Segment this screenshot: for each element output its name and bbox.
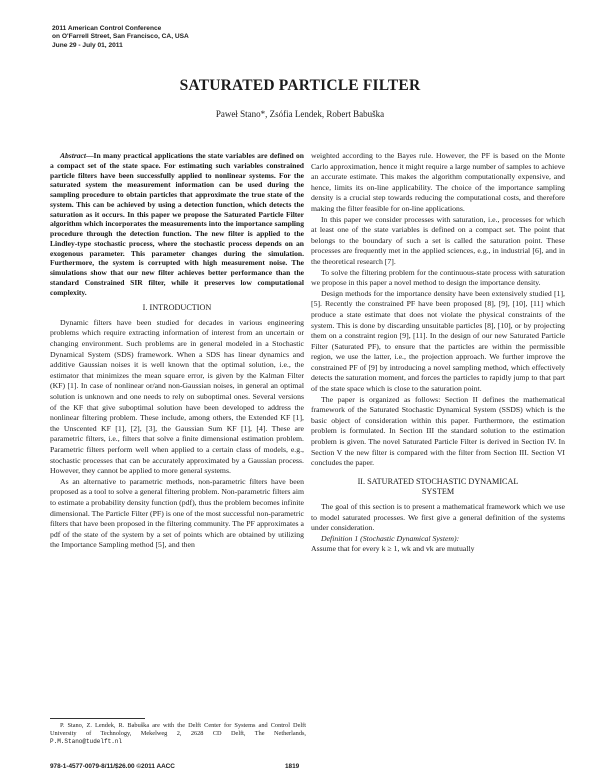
paper-title: SATURATED PARTICLE FILTER [179,77,421,94]
abstract-label: Abstract [60,151,86,160]
section-1-heading: I. INTRODUCTION [142,303,212,313]
section-2-paragraph-1: The goal of this section is to present a mathematical framework which we use to model saturated processes. We first give a general definition of the systems under consideration. [311,502,565,533]
footnote-text: P. Stano, Z. Lendek, R. Babuška are with the Delft Center for Systems and Control Delft University of Technology, Mekelweg 2, 2628 CD Delft, The Netherlands, [50,722,306,737]
right-column [311,151,565,555]
abstract-text: —In many practical applications the state variables are defined on a compact set of the state space. For estimating such variables constrained particle filters have been successfully applied to nonlinear systems. For the saturated system the measurement information can be used during the sampling procedure to obtain particles that approximate the true state of the system. This can be achieved by using a detection function, which detects the saturation as it occurs. In this paper we propose the Saturated Particle Filter algorithm which incorporates the measurements into the importance sampling procedure through the detection function. The new filter is applied to the Lindley-type stochastic process, where the stochastic process depends on an exogenous parameter. This parameter changes during the simulation. Furthermore, the system is corrupted with high measurement noise. The simulations show that our new filter achieves better performance than the standard Constrained SIR filter, while it preserves low computational complexity. [50,151,304,297]
intro-paragraph-6: Design methods for the importance density have been extensively studied [1], [5]. Recently the constrained PF have been proposed [8], [9], [10], [11] which produce a state estimate that does not violate the physical constraints of the system. This is done by discarding unsuitable particles [8], [10], or by projecting them on a constraint region [9], [11]. In the design of our new Saturated Particle Filter (Saturated PF), to ensure that the particles are within the permissible region, we use the latter, i.e., the projection approach. We further improve the constrained PF of [9] by introducing a novel sampling method, which effectively detects the saturation moment, and forces the particles to rapidly jump to that part of the state space which is close to the saturation point. [311,288,565,394]
section-2-heading-line-2: SYSTEM [421,487,455,497]
conference-venue: on O'Farrell Street, San Francisco, CA, USA [52,33,189,41]
footer-isbn: 978-1-4577-0079-8/11/$26.00 ©2011 AACC [50,763,175,770]
footer-page-number: 1819 [285,763,300,770]
footnote [50,722,306,746]
left-column [50,151,304,551]
definition-1 [311,534,565,545]
section-2-heading [311,477,565,498]
definition-1-label: Definition 1 (Stochastic Dynamical System): [321,533,460,543]
footnote-email: P.M.Stano@tudelft.nl [50,737,123,745]
footnote-rule [50,718,145,719]
definition-1-text: Assume that for every k ≥ 1, wk and vk are mutually [311,544,475,554]
intro-paragraph-4: In this paper we consider processes with saturation, i.e., processes for which at least one of the state variables is defined on a compact set. The point that belongs to the boundary of such a set is called the saturation point. These processes are frequently met in the applied sciences, e.g., in industrial [6], and in the theoretical research [7]. [311,214,565,266]
intro-paragraph-1: Dynamic filters have been studied for decades in various engineering problems which require extracting information of interest from an uncertain or changing environment. Such problems are in general modeled in a Stochastic Dynamical System (SDS) framework. When a SDS has linear dynamics and additive Gaussian noises it is well known that the optimal solution, i.e., the estimator that minimizes the mean square error, is given by the Kalman Filter (KF) [1]. In case of nonlinear or/and non-Gaussian noises, in general an optimal solution is unknown and one needs to rely on suboptimal ones. Several versions of the KF that give suboptimal solution have been developed to address the nonlinear filtering problem. These include, among others, the Extended KF [1], the Unscented KF [1], [2], [3], the Gaussian Sum KF [1], [4]. These are parametric filters, i.e., filters that solve a finite dimensional estimation problem. Parametric filters perform well when applied to a certain class of models, e.g., stochastic processes that can be accurately approximated by a Gaussian process. However, they cannot be applied to more general systems. [50,317,304,476]
conference-header [52,25,312,50]
section-2-heading-line-1: II. SATURATED STOCHASTIC DYNAMICAL [357,476,519,486]
conference-dates: June 29 - July 01, 2011 [52,41,123,49]
intro-paragraph-5: To solve the filtering problem for the continuous-state process with saturation we propose in this paper a novel method to design the importance density. [311,267,565,288]
intro-paragraph-3: weighted according to the Bayes rule. However, the PF is based on the Monte Carlo approximation, hence it might require a large number of samples to achieve an accurate estimate. This makes the algorithm computationally expensive, and hence, limits its on-line applicability. The choice of the importance sampling density is a crucial step towards reducing the computational costs, and therefore making the filter feasible for on-line applications. [311,151,565,213]
paper-authors: Paweł Stano*, Zsófia Lendek, Robert Babuška [215,109,385,119]
intro-paragraph-2: As an alternative to parametric methods, non-parametric filters have been proposed as a tool to solve a general filtering problem. Non-parametric filters aim to estimate a probability density function (pdf), thus the problem becomes infinite dimensional. The Particle Filter (PF) is one of the most successful non-parametric filters that have been proposed in the filtering community. The PF approximates a pdf of the state of the system by a set of points which are obtained by utilizing the Importance Sampling method [5], and then [50,476,304,550]
intro-paragraph-7: The paper is organized as follows: Section II defines the mathematical framework of the Saturated Stochastic Dynamical System (SSDS) which is the basic object of consideration within this paper. Furthermore, the estimation problem is formulated. In Section III the standard solution to the estimation problem is given. The novel Saturated Particle Filter is derived in Section IV. In Section V the new filter is compared with the filter from Section III. Section VI concludes the paper. [311,394,565,468]
conference-name: 2011 American Control Conference [52,25,162,32]
abstract [50,151,304,297]
